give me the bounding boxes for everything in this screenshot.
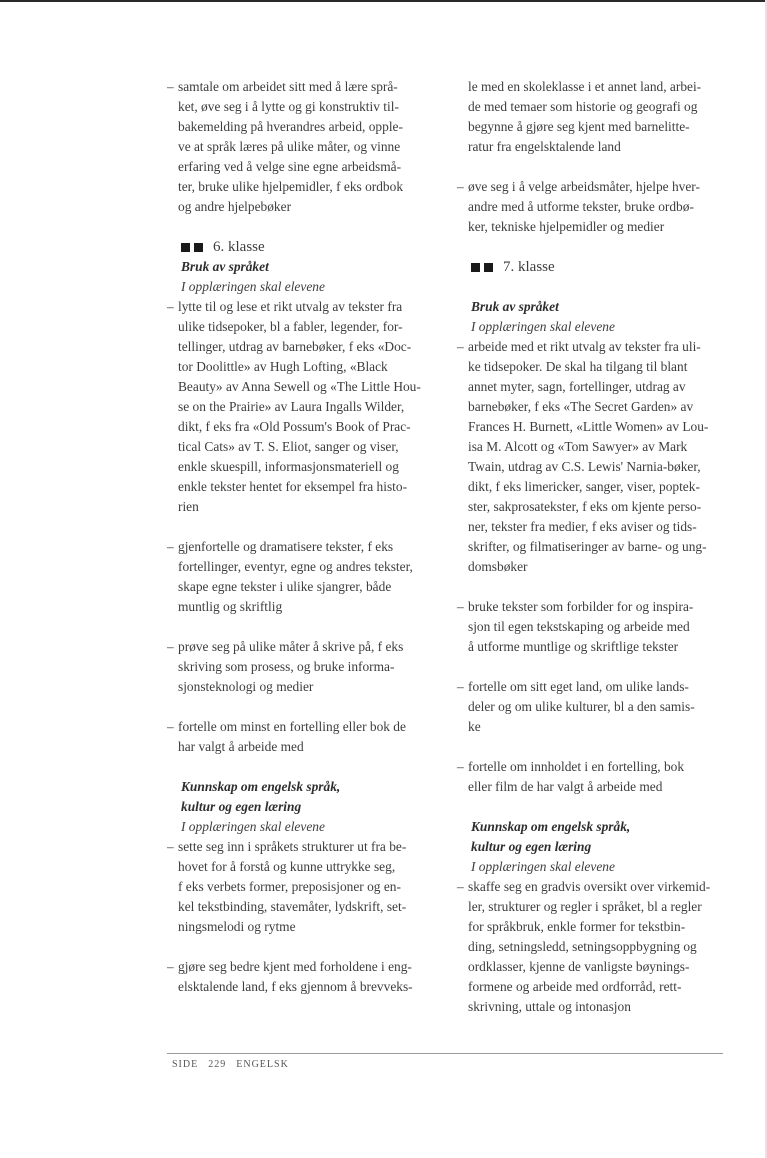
item-text [178,837,439,937]
text-line: fortelle om minst en fortelling eller bok de [178,719,406,734]
text-line: skrivning, uttale og intonasjon [468,999,631,1014]
item-text [468,677,729,737]
list-item [457,337,729,577]
list-item [457,677,729,737]
list-item [167,957,439,997]
item-text [468,177,729,237]
footer-side-label: SIDE [172,1059,199,1070]
text-line: ratur fra engelsktalende land [468,139,621,154]
square-bullet-icon [484,263,493,272]
text-line: ke tidsepoker. De skal ha tilgang til blant [468,359,688,374]
text-line: skaffe seg en gradvis oversikt over virkemid- [468,879,711,894]
text-line: ler, strukturer og regler i språket, bl a regler [468,899,702,914]
text-line: ningsmelodi og rytme [178,919,296,934]
text-line: fortelle om innholdet i en fortelling, bok [468,759,685,774]
text-line: annet myter, sagn, fortellinger, utdrag av [468,379,686,394]
text-line: ket, øve seg i å lytte og gi konstruktiv til- [178,99,399,114]
text-line: formene og arbeide med ordforråd, rett- [468,979,682,994]
text-line: ding, setningsledd, setningsoppbygning og [468,939,697,954]
dash-marker: – [457,179,464,194]
item-text [178,717,439,757]
item-text [178,537,439,617]
top-rule [0,0,767,2]
text-line: elsktalende land, f eks gjennom å brevveks- [178,979,413,994]
dash-marker: – [167,959,174,974]
text-line: gjøre seg bedre kjent med forholdene i eng- [178,959,412,974]
text-line: rien [178,499,199,514]
text-line: tor Doolittle» av Hugh Lofting, «Black [178,359,388,374]
text-line: tellinger, utdrag av barnebøker, f eks «Doc- [178,339,412,354]
text-line: skape egne tekster i ulike sjangrer, både [178,579,392,594]
dash-marker: – [167,639,174,654]
dash-marker: – [167,719,174,734]
text-line: barnebøker, f eks «The Secret Garden» av [468,399,694,414]
text-line: sjonsteknologi og medier [178,679,314,694]
dash-marker: – [167,539,174,554]
text-line: Twain, utdrag av C.S. Lewis' Narnia-bøker, [468,459,701,474]
text-line: gjenfortelle og dramatisere tekster, f eks [178,539,394,554]
text-line: lytte til og lese et rikt utvalg av tekster fra [178,299,403,314]
list-item [167,537,439,617]
text-line: f eks verbets former, preposisjoner og en- [178,879,401,894]
text-line: ter, bruke ulike hjelpemidler, f eks ordbok [178,179,404,194]
text-line: ulike tidsepoker, bl a fabler, legender, for- [178,319,403,334]
text-line: enkle skuespill, informasjonsmateriell og [178,459,399,474]
text-line: øve seg i å velge arbeidsmåter, hjelpe hver- [468,179,700,194]
text-line: erfaring ved å velge sine egne arbeidsmå- [178,159,402,174]
continued-text [457,77,729,157]
list-item [167,297,439,517]
text-line: fortelle om sitt eget land, om ulike lands- [468,679,689,694]
list-item [167,717,439,757]
subsection-intro: I opplæringen skal elevene [471,859,615,874]
item-text [468,597,729,657]
heading-line: kultur og egen læring [181,799,302,814]
text-line: deler og om ulike kulturer, bl a den samis- [468,699,695,714]
left-column [167,77,439,997]
list-item [457,177,729,237]
text-line: samtale om arbeidet sitt med å lære språ- [178,79,398,94]
section-heading-6-klasse [167,237,439,257]
square-bullet-icon [194,243,203,252]
text-line: Frances H. Burnett, «Little Women» av Lou- [468,419,709,434]
text-line: å utforme muntlige og skriftlige tekster [468,639,679,654]
text-line: skrifter, og filmatiseringer av barne- og ung- [468,539,707,554]
dash-marker: – [457,339,464,354]
text-line: ordklasser, kjenne de vanligste bøynings- [468,959,690,974]
text-line: ve at språk læres på ulike måter, og vinne [178,139,401,154]
list-item [167,837,439,937]
footer-rule [167,1053,723,1054]
footer-subject: ENGELSK [236,1059,289,1070]
text-line: ster, sakprosatekster, f eks om kjente perso- [468,499,702,514]
text-line: kel tekstbinding, stavemåter, lydskrift, set- [178,899,407,914]
square-bullet-icon [181,243,190,252]
text-line: ner, tekster fra medier, f eks aviser og tids- [468,519,697,534]
subsection-heading [457,817,729,857]
dash-marker: – [457,679,464,694]
text-line: bakemelding på hverandres arbeid, opple- [178,119,403,134]
item-text [178,957,439,997]
text-line: enkle tekster hentet for eksempel fra histo- [178,479,408,494]
text-line: de med temaer som historie og geografi og [468,99,698,114]
text-line: og andre hjelpebøker [178,199,292,214]
text-line: domsbøker [468,559,528,574]
text-line: for språkbruk, enkle former for tekstbin- [468,919,686,934]
text-line: Beauty» av Anna Sewell og «The Little Hou- [178,379,421,394]
text-line: har valgt å arbeide med [178,739,304,754]
dash-marker: – [167,299,174,314]
heading-line: kultur og egen læring [471,839,592,854]
list-item [457,877,729,1017]
text-line: le med en skoleklasse i et annet land, arbei- [468,79,702,94]
list-item [457,757,729,797]
text-line: ke [468,719,481,734]
text-line: prøve seg på ulike måter å skrive på, f eks [178,639,404,654]
dash-marker: – [457,759,464,774]
text-line: andre med å utforme tekster, bruke ordbø- [468,199,694,214]
text-line: begynne å gjøre seg kjent med barnelitte- [468,119,690,134]
subsection-heading [167,777,439,817]
text-line: se on the Prairie» av Laura Ingalls Wilder, [178,399,405,414]
subsection-intro: I opplæringen skal elevene [471,319,615,334]
list-item-continued [167,77,439,217]
text-line: ker, tekniske hjelpemidler og medier [468,219,665,234]
text-line: muntlig og skriftlig [178,599,283,614]
page-footer [172,1059,299,1070]
text-line: dikt, f eks limericker, sanger, viser, poptek- [468,479,700,494]
subsection-intro: I opplæringen skal elevene [181,819,325,834]
subsection-heading: Bruk av språket [181,259,269,274]
text-line: sette seg inn i språkets strukturer ut fra be- [178,839,407,854]
dash-marker: – [457,599,464,614]
text-line: dikt, f eks fra «Old Possum's Book of Prac- [178,419,411,434]
square-bullet-icon [471,263,480,272]
item-text [178,77,439,217]
text-line: tical Cats» av T. S. Eliot, sanger og viser, [178,439,399,454]
item-text [468,877,729,1017]
text-line: eller film de har valgt å arbeide med [468,779,663,794]
text-line: skriving som prosess, og bruke informa- [178,659,395,674]
item-text [178,637,439,697]
list-item [457,597,729,657]
text-line: arbeide med et rikt utvalg av tekster fra uli- [468,339,701,354]
subsection-heading: Bruk av språket [471,299,559,314]
text-line: isa M. Alcott og «Tom Sawyer» av Mark [468,439,688,454]
list-item [167,637,439,697]
text-line: sjon til egen tekstskaping og arbeide med [468,619,690,634]
klasse-label: 7. klasse [503,259,555,275]
klasse-label: 6. klasse [213,239,265,255]
heading-line: Kunnskap om engelsk språk, [471,819,631,834]
text-line: bruke tekster som forbilder for og inspira- [468,599,694,614]
item-text [178,297,439,517]
item-text [468,757,729,797]
dash-marker: – [167,79,174,94]
subsection-intro: I opplæringen skal elevene [181,279,325,294]
heading-line: Kunnskap om engelsk språk, [181,779,341,794]
item-text [468,337,729,577]
right-column [457,77,729,1017]
text-line: hovet for å forstå og kunne uttrykke seg, [178,859,396,874]
dash-marker: – [167,839,174,854]
dash-marker: – [457,879,464,894]
text-line: fortellinger, eventyr, egne og andres tekster, [178,559,413,574]
section-heading-7-klasse [457,257,729,277]
page-number: 229 [208,1059,227,1070]
